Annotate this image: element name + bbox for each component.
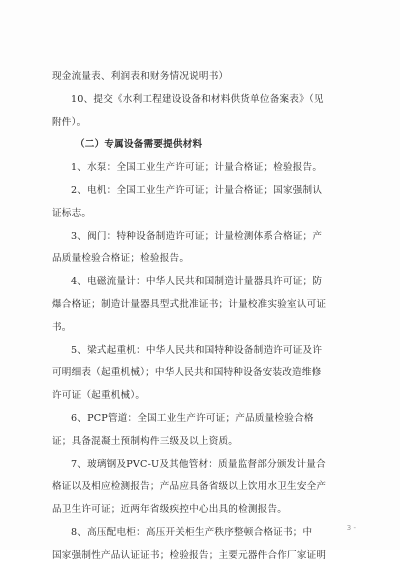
text-line: 书。 [52, 321, 72, 333]
text-line: 品卫生许可证；近两年省级疾控中心出具的检测报告。 [52, 504, 288, 516]
text-line: 1、水泵：全国工业生产许可证；计量合格证；检验报告。 [71, 162, 323, 174]
text-line: 许可证（起重机械）。 [52, 390, 146, 402]
text-line: 4、电磁流量计：中华人民共和国制造计量器具许可证；防 [71, 276, 323, 288]
text-line: 8、高压配电柜：高压开关柜生产秩序整顿合格证书；中 [71, 526, 313, 538]
text-line: 10、提交《水利工程建设设备和材料供货单位备案表》（见 [71, 93, 324, 105]
text-line: 国家强制性产品认证证书；检验报告；主要元器件合作厂家证明 [52, 549, 327, 561]
document-body [52, 66, 372, 568]
text-line: 品质量检验合格证；检验报告。 [52, 253, 190, 265]
text-line: 5、梁式起重机：中华人民共和国特种设备制造许可证及许 [71, 344, 323, 356]
text-line: 6、PCP管道：全国工业生产许可证；产品质量检验合格 [71, 412, 314, 424]
text-line: 可明细表（起重机械）；中华人民共和国特种设备安装改造维修 [52, 367, 322, 379]
page-number: 3 - [346, 524, 356, 532]
text-line: 格证以及相应检测报告；产品应具备省级以上饮用水卫生安全产 [52, 481, 327, 493]
text-line: 证；具备混凝土预制构件三级及以上资质。 [52, 435, 239, 447]
text-line: 爆合格证；制造计量器具型式批准证书；计量校准实验室认可证 [52, 298, 327, 310]
section-heading: （二）专属设备需要提供材料 [75, 139, 203, 151]
text-line: 3、阀门：特种设备制造许可证；计量检测体系合格证；产 [71, 230, 323, 242]
text-line: 证标志。 [52, 207, 92, 219]
text-line: 2、电机：全国工业生产许可证；计量合格证；国家强制认 [71, 184, 323, 196]
text-line: 附件）。 [52, 116, 87, 128]
text-line: 7、玻璃钢及PVC-U及其他管材：质量监督部分颁发计量合 [71, 458, 326, 470]
text-line: 现金流量表、利润表和财务情况说明书） [52, 71, 229, 82]
